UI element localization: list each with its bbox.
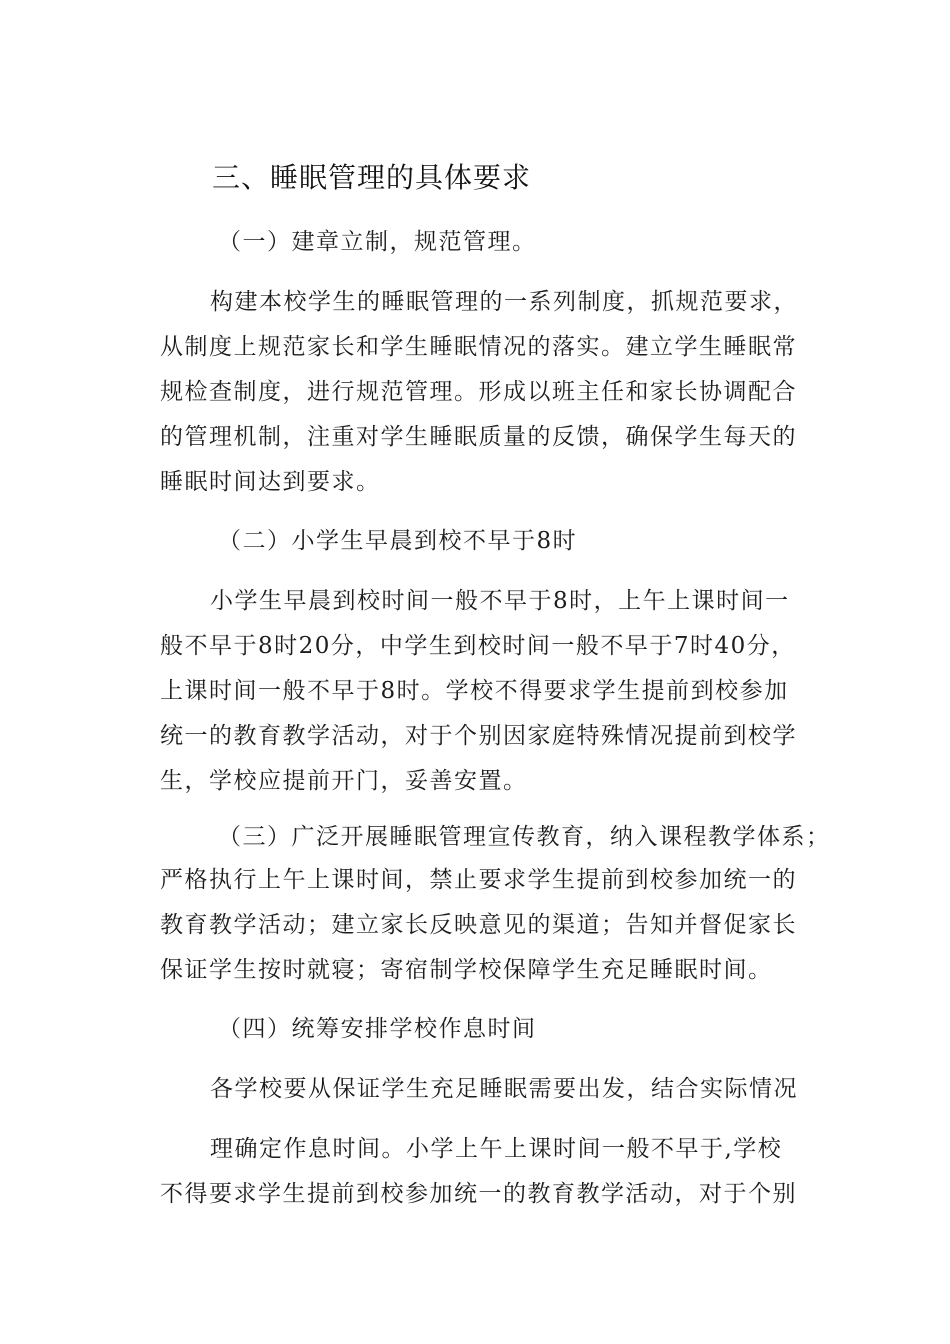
subsection-heading-2: （二）小学生早晨到校不早于8时 — [218, 528, 578, 554]
paragraph-4-line-3: 不得要求学生提前到校参加统一的教育教学活动，对于个别 — [160, 1181, 797, 1207]
section-title: 三、睡眠管理的具体要求 — [212, 161, 532, 194]
subsection-heading-1: （一）建章立制，规范管理。 — [218, 229, 537, 255]
paragraph-3-line-3: 教育教学活动；建立家长反映意见的渠道；告知并督促家长 — [160, 912, 797, 938]
paragraph-1-line-3: 规检查制度，进行规范管理。形成以班主任和家长协调配合 — [160, 379, 797, 405]
paragraph-2-line-5: 生，学校应提前开门，妥善安置。 — [160, 768, 528, 794]
paragraph-3-line-2: 严格执行上午上课时间，禁止要求学生提前到校参加统一的 — [160, 867, 797, 893]
paragraph-1-line-1: 构建本校学生的睡眠管理的一系列制度，抓规范要求， — [210, 289, 798, 315]
paragraph-2-line-3: 上课时间一般不早于8时。学校不得要求学生提前到校参加 — [160, 678, 789, 704]
paragraph-1-line-2: 从制度上规范家长和学生睡眠情况的落实。建立学生睡眠常 — [160, 334, 797, 360]
paragraph-2-line-1: 小学生早晨到校时间一般不早于8时，上午上课时间一 — [210, 588, 790, 614]
paragraph-1-line-4: 的管理机制，注重对学生睡眠质量的反馈，确保学生每天的 — [160, 424, 797, 450]
paragraph-4-line-1: 各学校要从保证学生充足睡眠需要出发，结合实际情况 — [210, 1076, 798, 1102]
paragraph-3-line-1: （三）广泛开展睡眠管理宣传教育，纳入课程教学体系； — [218, 824, 831, 850]
subsection-heading-4: （四）统筹安排学校作息时间 — [218, 1016, 537, 1042]
paragraph-1-line-5: 睡眠时间达到要求。 — [160, 469, 381, 495]
paragraph-2-line-4: 统一的教育教学活动，对于个别因家庭特殊情况提前到校学 — [160, 723, 797, 749]
paragraph-3-line-4: 保证学生按时就寝；寄宿制学校保障学生充足睡眠时间。 — [160, 957, 773, 983]
paragraph-4-line-2: 理确定作息时间。小学上午上课时间一般不早于,学校 — [210, 1136, 783, 1162]
paragraph-2-line-2: 般不早于8时20分，中学生到校时间一般不早于7时40分， — [160, 633, 796, 659]
